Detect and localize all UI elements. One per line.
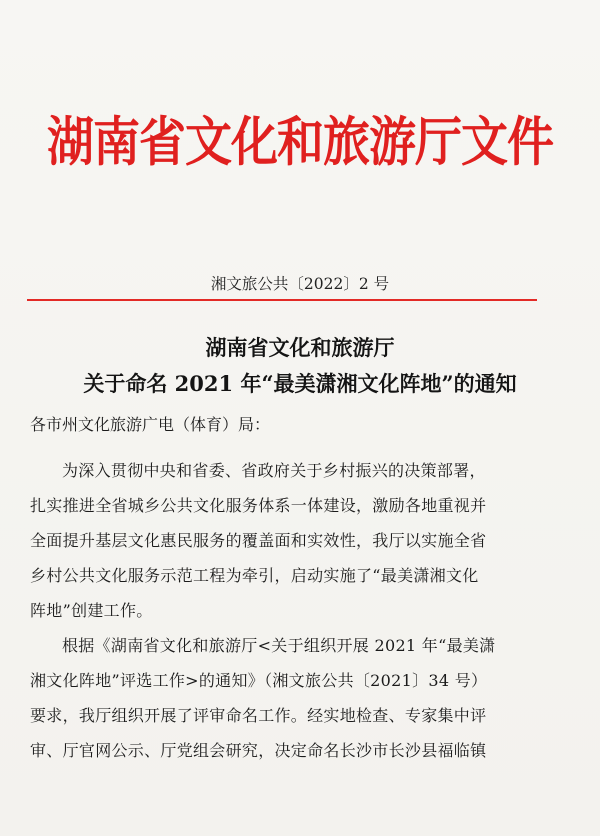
red-divider-line (27, 299, 537, 301)
body-line: 全面提升基层文化惠民服务的覆盖面和实效性，我厅以实施全省 (30, 531, 487, 550)
body-line: 为深入贯彻中央和省委、省政府关于乡村振兴的决策部署， (62, 461, 486, 480)
agency-masthead: 湖南省文化和旅游厅文件 (47, 111, 553, 174)
document-number: 湘文旅公共〔2022〕2 号 (210, 275, 390, 293)
salutation: 各市州文化旅游广电（体育）局： (30, 415, 271, 434)
body-line: 湘文化阵地”评选工作>的通知》（湘文旅公共〔2021〕34 号） (30, 671, 488, 690)
body-line: 乡村公共文化服务示范工程为牵引，启动实施了“最美潇湘文化 (30, 566, 479, 585)
body-line: 根据《湖南省文化和旅游厅<关于组织开展 2021 年“最美潇 (62, 636, 496, 655)
body-line: 要求，我厅组织开展了评审命名工作。经实地检查、专家集中评 (30, 706, 487, 725)
notice-title-line-1: 湖南省文化和旅游厅 (205, 335, 395, 360)
body-line: 阵地”创建工作。 (30, 601, 153, 620)
body-line: 扎实推进全省城乡公共文化服务体系一体建设，激励各地重视并 (30, 496, 487, 515)
body-line: 审、厅官网公示、厅党组会研究，决定命名长沙市长沙县福临镇 (30, 741, 487, 760)
notice-title-line-2: 关于命名 2021 年“最美潇湘文化阵地”的通知 (83, 371, 517, 396)
